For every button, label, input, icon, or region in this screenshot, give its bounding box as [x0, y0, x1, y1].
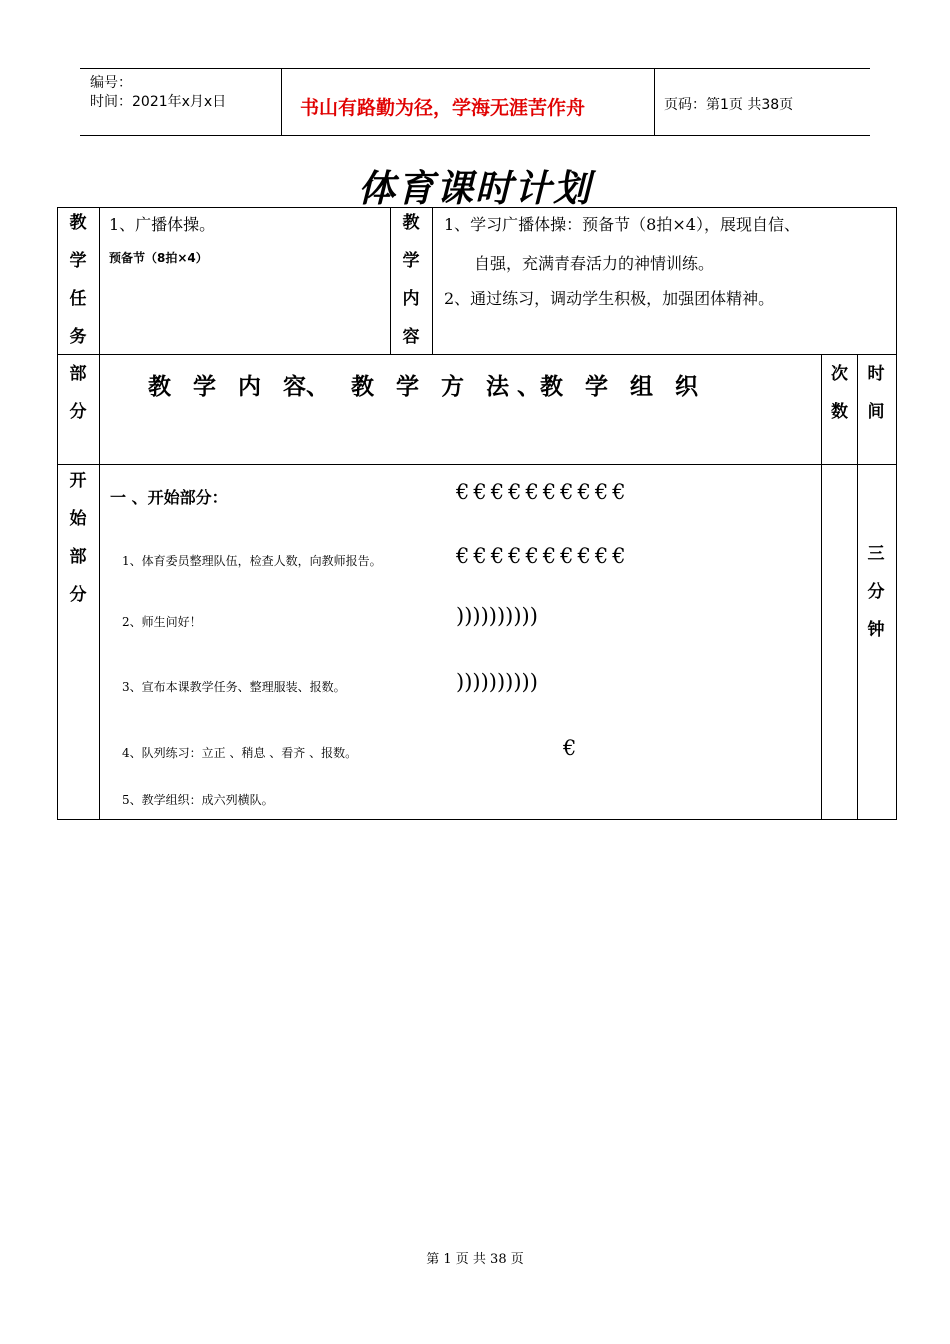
column-heading: 教 学 内 容、 教 学 方 法 、教 学 组 织 [148, 374, 699, 400]
col-divider [99, 207, 100, 819]
task-line-1: 1、广播体操。 [109, 215, 216, 234]
part-column-label: 部 分 [69, 364, 87, 422]
time-label: 时间：2021年x月x日 [90, 94, 227, 110]
start-part-label: 开 始 部 分 [69, 471, 87, 605]
start-section-title: 一 、开始部分： [110, 488, 228, 507]
header-top-rule [80, 68, 870, 69]
page-info: 页码：第1页 共38页 [664, 97, 794, 113]
header-bottom-rule [80, 135, 870, 136]
start-item: 5、教学组织：成六列横队。 [122, 793, 274, 807]
start-item: 4、队列练习：立正 、稍息 、看齐 、报数。 [122, 746, 358, 760]
slogan: 书山有路勤为径，学海无涯苦作舟 [300, 97, 586, 119]
task-line-2: 预备节（8拍×4） [109, 251, 208, 265]
time-column-label: 时 间 [867, 364, 885, 422]
content-line-1: 1、学习广播体操：预备节（8拍×4），展现自信、 [444, 215, 800, 234]
col-divider [432, 207, 433, 354]
header-divider [654, 68, 655, 135]
count-column-label: 次 数 [831, 364, 848, 422]
row-divider [57, 464, 896, 465]
formation-row-students: €€€€€€€€€€ [456, 480, 630, 504]
formation-row-students: €€€€€€€€€€ [456, 544, 630, 568]
formation-row-students: )))))))))) [456, 604, 538, 628]
start-time: 三 分 钟 [867, 544, 885, 640]
start-item: 1、体育委员整理队伍，检查人数，向教师报告。 [122, 554, 382, 568]
start-item: 2、师生问好！ [122, 615, 202, 629]
header-divider [281, 68, 282, 135]
formation-row-students: )))))))))) [456, 670, 538, 694]
start-item: 3、宣布本课教学任务、整理服装、报数。 [122, 680, 346, 694]
content-label: 教 学 内 容 [402, 213, 420, 347]
content-line-3: 2、通过练习，调动学生积极，加强团体精神。 [444, 289, 775, 308]
task-label: 教 学 任 务 [69, 213, 87, 347]
content-line-2: 自强，充满青春活力的神情训练。 [474, 254, 715, 273]
row-divider [57, 354, 896, 355]
page-footer: 第 1 页 共 38 页 [426, 1252, 524, 1267]
formation-teacher: € [563, 736, 581, 760]
page-title: 体育课时计划 [358, 167, 592, 210]
number-label: 编号： [90, 75, 132, 91]
